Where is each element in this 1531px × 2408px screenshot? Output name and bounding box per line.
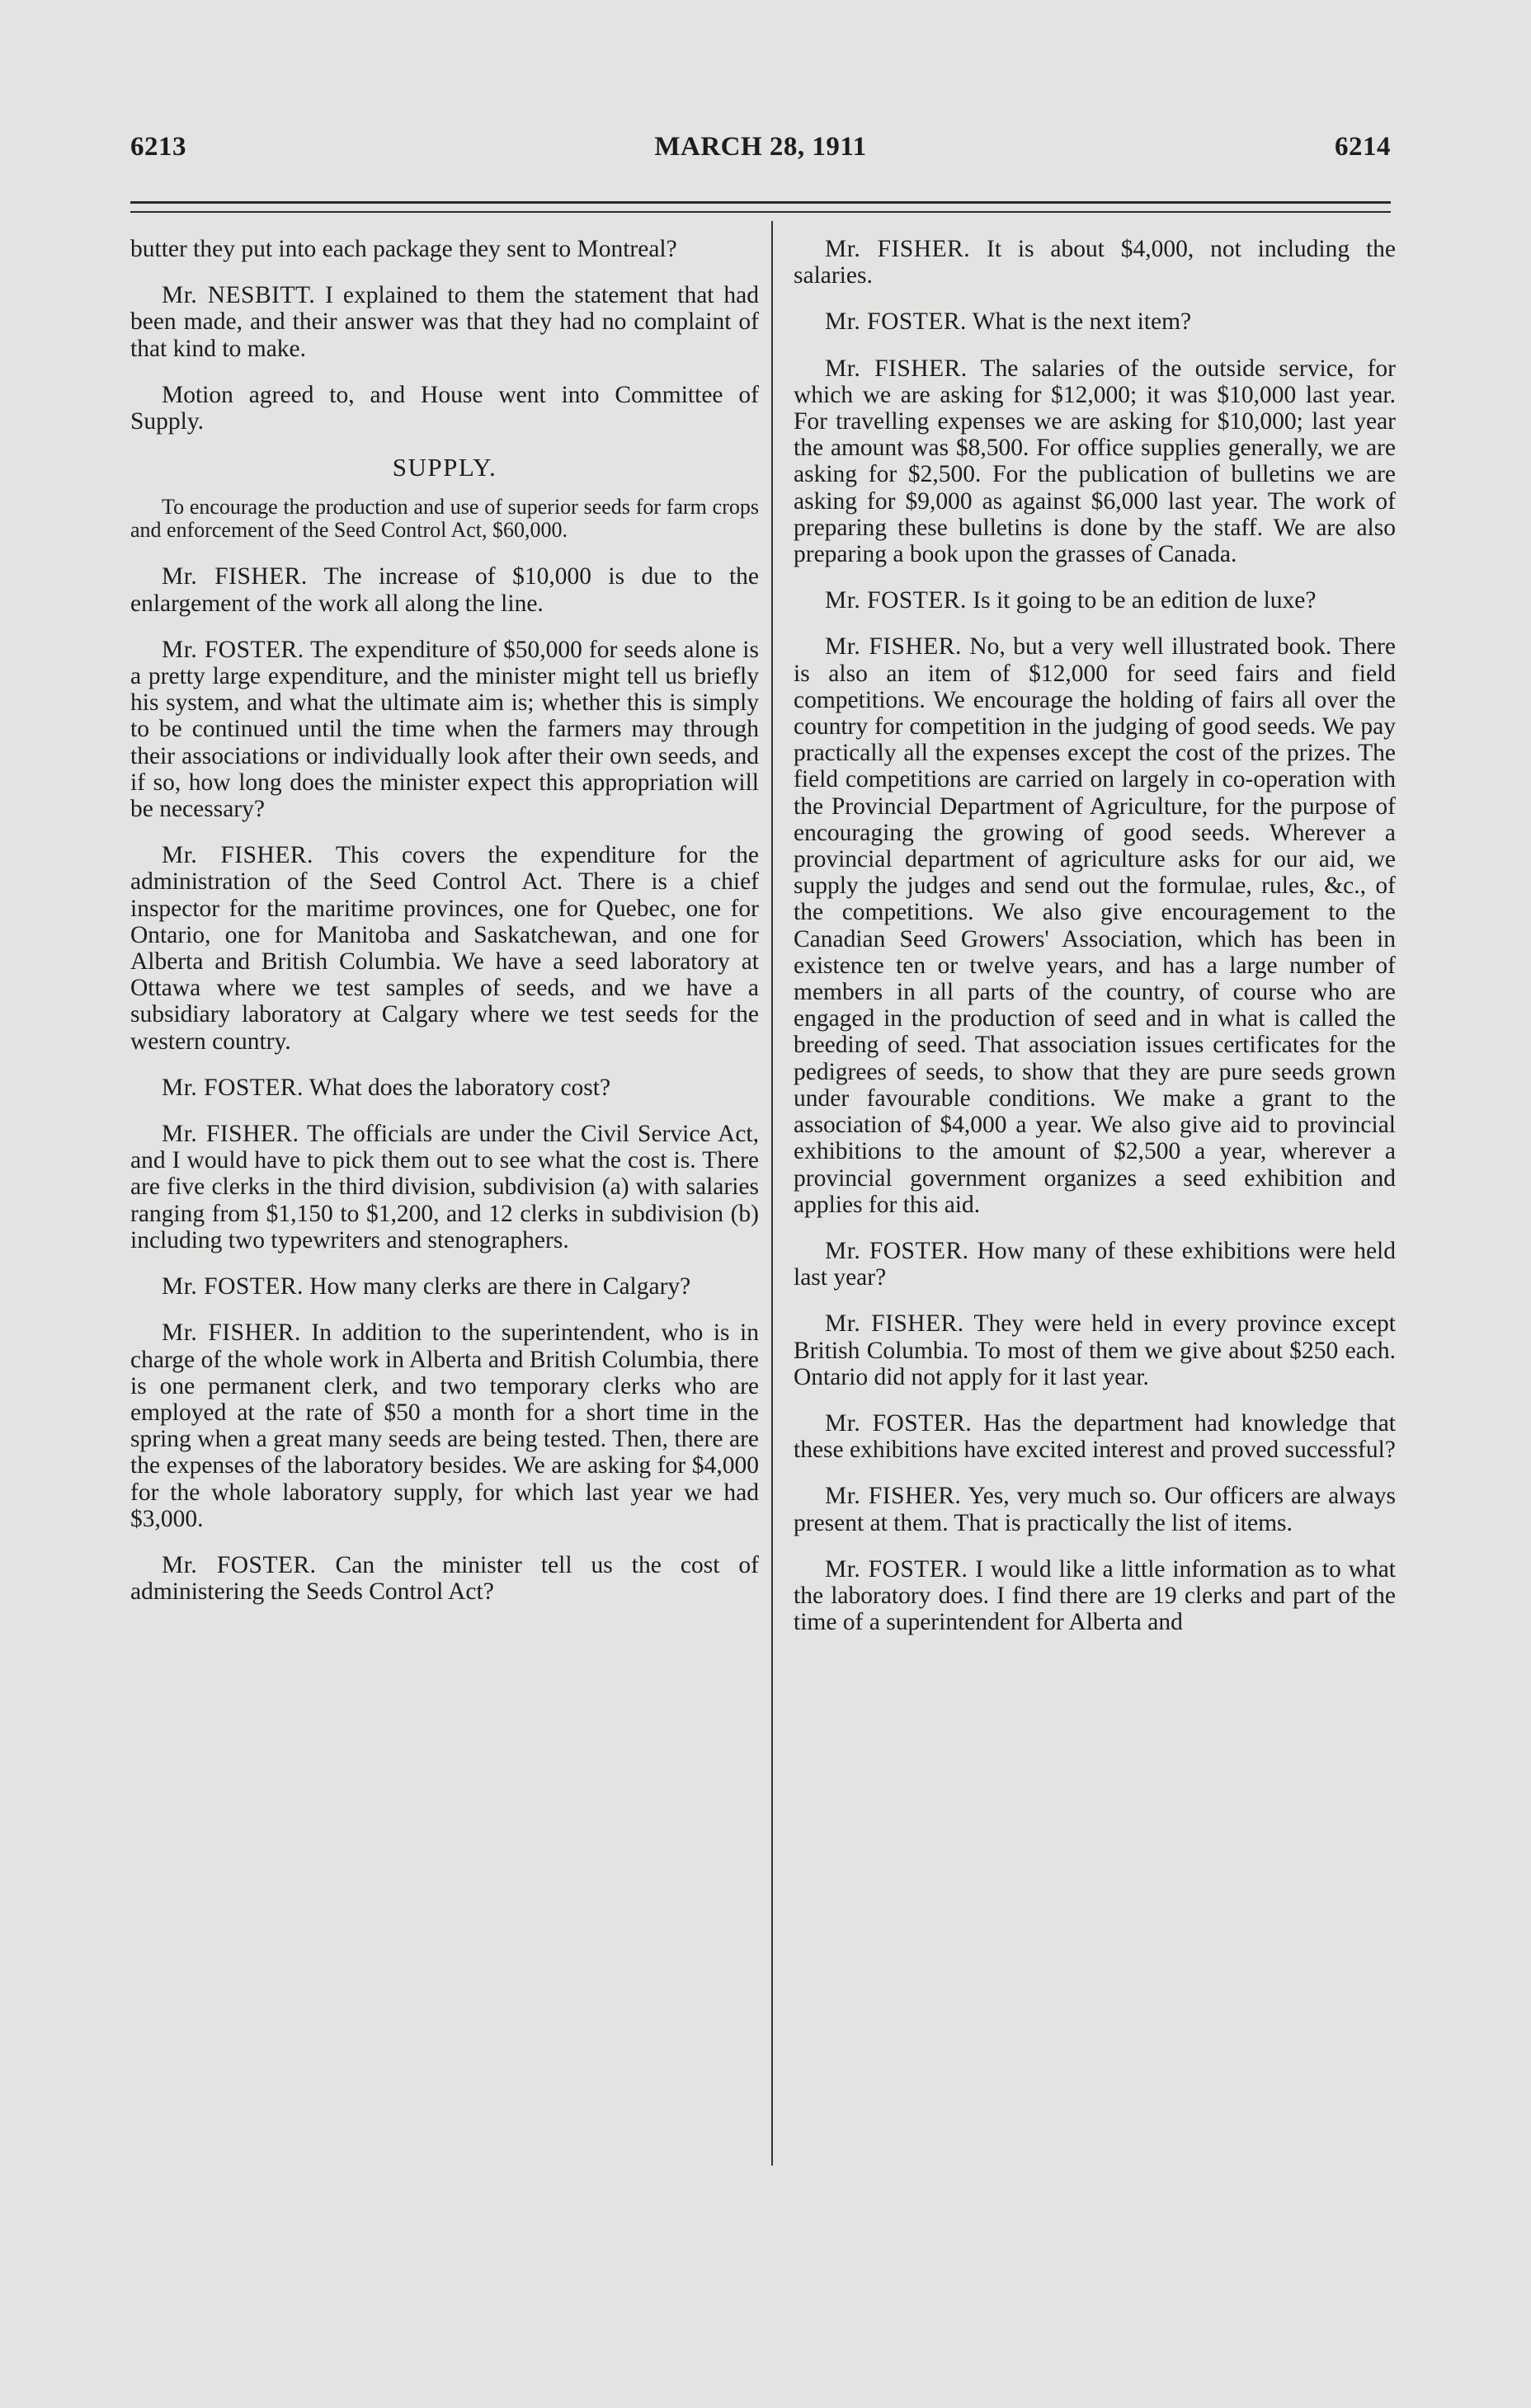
speech-text: I explained to them the statement that had been made, and their answer was that they had no complaint of that kind to make.: [130, 282, 760, 362]
section-heading: SUPPLY.: [392, 453, 497, 482]
column-divider: [771, 221, 773, 2166]
paragraph: [794, 1310, 1396, 1390]
page-header: [130, 132, 1391, 173]
speech-text: No, but a very well illustrated book. There is also an item of $12,000 for seed fairs and field competitions. We encourage the holding of fairs all over the country for competition in the judging of good seeds. We pay practically all the expenses except the cost of the prizes. The field competitions are carried on largely in co-operation with the Provincial Department of Agriculture, for the purpose of encouraging the growing of good seeds. Wherever a provincial department of agriculture asks for our aid, we supply the judges and send out the formulae, rules, &c., of the competitions. We also give encouragement to the Canadian Seed Growers' Association, which has been in existence ten or twelve years, and has a large number of members in all parts of the country, of course who are engaged in the production of seed and in what is called the breeding of seed. That association issues certificates for the pedigrees of seeds, to show that they are pure seeds grown under favourable conditions. We make a grant to the association of $4,000 a year. We also give aid to provincial exhibitions to the amount of $2,500 a year, wherever a provincial government organizes a seed exhibition and applies for this aid.: [794, 633, 1396, 1218]
speech-text: Has the department had knowledge that these exhibitions have excited interest and proved successful?: [794, 1409, 1396, 1464]
speech-text: What does the laboratory cost?: [303, 1074, 611, 1101]
speech-text: I would like a little information as to what the laboratory does. I find there are 19 clerks and part of the time of a superintendent for Alberta and: [794, 1555, 1396, 1636]
left-column: [130, 236, 759, 1625]
speech-text: Is it going to be an edition de luxe?: [966, 587, 1317, 614]
paragraph: [794, 1410, 1396, 1463]
speaker-name: Mr. FOSTER.: [825, 1237, 969, 1264]
speaker-name: Mr. FOSTER.: [825, 1555, 968, 1583]
speech-text: How many of these exhibitions were held last year?: [794, 1237, 1397, 1291]
speaker-name: Mr. FISHER.: [162, 1121, 299, 1148]
speaker-name: Mr. FISHER.: [825, 1483, 962, 1510]
speaker-name: Mr. FISHER.: [825, 633, 962, 661]
speaker-name: Mr. FOSTER.: [825, 308, 967, 336]
paragraph: [130, 1121, 759, 1253]
paragraph: [130, 563, 759, 616]
paragraph: [130, 1552, 759, 1605]
speaker-name: Mr. FOSTER.: [162, 1551, 317, 1578]
supply-item: To encourage the production and use of superior seeds for farm crops and enforcement of the Seed Control Act, $60,000.: [130, 495, 759, 543]
paragraph: [794, 308, 1396, 335]
speaker-name: Mr. FOSTER.: [162, 1273, 304, 1300]
speaker-name: Mr. FOSTER.: [162, 1074, 304, 1101]
paragraph: [794, 355, 1396, 568]
paragraph: [794, 587, 1396, 614]
paragraph: [130, 282, 759, 362]
paragraph: Motion agreed to, and House went into Committee of Supply.: [130, 381, 759, 435]
speech-text: This covers the expenditure for the administration of the Seed Control Act. There is a chief inspector for the maritime provinces, one for Quebec, one for Ontario, one for Manitoba and Saskatchewan, and one for Alberta and British Columbia. We have a seed laboratory at Ottawa where we test samples of seeds, and we have a subsidiary laboratory at Calgary where we test seeds for the western country.: [130, 842, 759, 1055]
speaker-name: Mr. NESBITT.: [162, 282, 316, 309]
speaker-name: Mr. FOSTER.: [825, 1409, 973, 1437]
header-rule-top: [130, 201, 1391, 204]
paragraph: [130, 637, 759, 822]
speech-text: It is about $4,000, not including the salaries.: [794, 236, 1396, 289]
speaker-name: Mr. FOSTER.: [825, 587, 967, 614]
paragraph: [794, 1483, 1396, 1536]
page-date: MARCH 28, 1911: [654, 132, 867, 162]
speech-text: The salaries of the outside service, for which we are asking for $12,000; it was $10,000 last year. For travelling expenses we are asking for $10,000; last year the amount was $8,500. For office supplies generally, we are asking for $2,500. For the publication of bulletins we are asking for $9,000 as against $6,000 last year. The work of preparing these bulletins is done by the staff. We are also preparing a book upon the grasses of Canada.: [794, 355, 1396, 568]
paragraph: [794, 1238, 1396, 1291]
speaker-name: Mr. FISHER.: [825, 355, 968, 382]
speech-text: In addition to the superintendent, who is in charge of the whole work in Alberta and British Columbia, there is one permanent clerk, and two temporary clerks who are employed at the rate of $50 a month for a short time in the spring when a great many seeds are being tested. Then, there are the expenses of the laboratory besides. We are asking for $4,000 for the whole laboratory supply, for which last year we had $3,000.: [130, 1319, 759, 1532]
speaker-name: Mr. FISHER.: [825, 236, 971, 262]
paragraph: butter they put into each package they sent to Montreal?: [130, 236, 677, 262]
speech-text: How many clerks are there in Calgary?: [303, 1273, 691, 1300]
paragraph: [794, 236, 1396, 289]
speaker-name: Mr. FISHER.: [162, 1319, 301, 1347]
paragraph: [130, 1075, 759, 1101]
speech-text: The officials are under the Civil Service Act, and I would have to pick them out to see what the cost is. There are five clerks in the third division, subdivision (a) with salaries ranging from $1,150 to $1,200, and 12 clerks in subdivision (b) including two typewriters and stenographers.: [130, 1121, 759, 1253]
paragraph: [794, 1556, 1396, 1636]
speech-text: What is the next item?: [966, 308, 1192, 336]
paragraph: [794, 633, 1396, 1217]
speaker-name: Mr. FOSTER.: [162, 636, 304, 663]
speech-text: Yes, very much so. Our officers are always present at them. That is practically the list of items.: [794, 1483, 1396, 1536]
page-number-right: 6214: [1335, 132, 1391, 162]
speaker-name: Mr. FISHER.: [825, 1310, 964, 1338]
speech-text: Can the minister tell us the cost of administering the Seeds Control Act?: [130, 1551, 759, 1606]
paragraph: [130, 1273, 759, 1300]
speech-text: They were held in every province except British Columbia. To most of them we give about $250 each. Ontario did not apply for it last year.: [794, 1310, 1396, 1390]
paragraph: [130, 1319, 759, 1532]
speaker-name: Mr. FISHER.: [162, 842, 313, 869]
header-rule-bottom: [130, 211, 1391, 213]
speaker-name: Mr. FISHER.: [162, 563, 308, 590]
paragraph: [130, 842, 759, 1055]
page-number-left: 6213: [130, 132, 186, 162]
right-column: [794, 236, 1396, 1655]
speech-text: The expenditure of $50,000 for seeds alone is a pretty large expenditure, and the minister might tell us briefly his system, and what the ultimate aim is; whether this is simply to be continued until the time when the farmers may through their associations or individually look after their own seeds, and if so, how long does the minister expect this appropriation will be necessary?: [130, 636, 759, 823]
speech-text: The increase of $10,000 is due to the enlargement of the work all along the line.: [130, 563, 759, 617]
